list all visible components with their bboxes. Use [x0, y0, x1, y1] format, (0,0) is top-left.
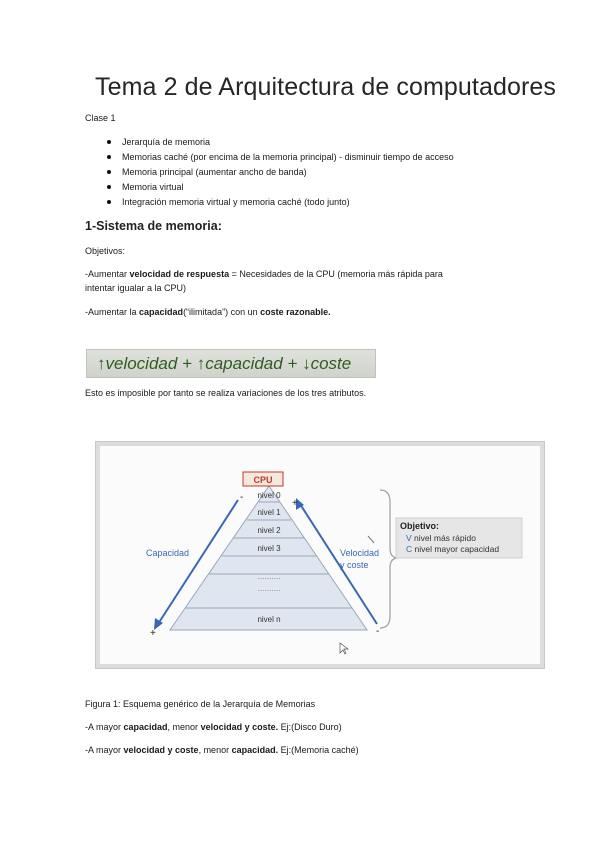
class-label: Clase 1	[85, 113, 116, 123]
objective-title: Objetivo:	[400, 521, 440, 531]
list-item: Jerarquía de memoria	[107, 136, 454, 151]
rule-capacity	[85, 720, 342, 734]
level-label: ……….	[257, 574, 281, 581]
text-run: = Necesidades de la CPU (memoria más rápida para	[229, 269, 443, 279]
list-item: Integración memoria virtual y memoria caché (todo junto)	[107, 196, 454, 211]
cpu-label: CPU	[253, 475, 273, 485]
objective-letter: C	[406, 544, 413, 554]
bold-run: capacidad	[123, 722, 168, 732]
text-run: intentar igualar a la CPU)	[85, 283, 187, 293]
pen-icon	[368, 536, 374, 543]
bold-run: velocidad y coste	[123, 745, 199, 755]
minus-sign: -	[240, 492, 244, 503]
plus-sign: +	[292, 498, 298, 509]
text-run: Ej:(Memoria caché)	[278, 745, 359, 755]
level-label: nivel 2	[257, 526, 281, 535]
figure-caption: Figura 1: Esquema genérico de la Jerarquía de Memorias	[85, 699, 316, 709]
speed-label: Velocidad	[340, 548, 380, 558]
bold-run: capacidad.	[231, 745, 279, 755]
level-label: nivel 1	[257, 508, 281, 517]
objective-text: nivel mayor capacidad	[412, 544, 500, 554]
bold-run: velocidad y coste.	[200, 722, 279, 732]
list-item: Memoria principal (aumentar ancho de banda)	[107, 166, 454, 181]
objective-speed	[85, 267, 443, 295]
document-title: Tema 2 de Arquitectura de computadores	[95, 73, 557, 101]
text-run: Ej:(Disco Duro)	[278, 722, 342, 732]
text-run: -A mayor	[85, 722, 124, 732]
capacity-label: Capacidad	[146, 548, 190, 558]
objective-capacity	[85, 305, 331, 319]
level-label: nivel 3	[257, 544, 281, 553]
list-item: Memoria virtual	[107, 181, 454, 196]
text-run: (“ilimitada”) con un	[183, 307, 261, 317]
text-run: -Aumentar	[85, 269, 130, 279]
list-item: Memorias caché (por encima de la memoria principal) - disminuir tiempo de acceso	[107, 151, 454, 166]
topic-list	[107, 136, 454, 211]
objective-speed-line	[406, 533, 476, 543]
mouse-cursor-icon	[340, 643, 348, 654]
text-run: , menor	[198, 745, 232, 755]
bold-run: capacidad	[139, 307, 184, 317]
impossible-note: Esto es imposible por tanto se realiza variaciones de los tres atributos.	[85, 388, 367, 398]
level-label: ……….	[257, 586, 281, 593]
objective-capacity-line	[406, 544, 499, 554]
brace-icon	[380, 490, 398, 628]
goal-banner: ↑velocidad + ↑capacidad + ↓coste	[86, 349, 376, 378]
objectives-label: Objetivos:	[85, 246, 126, 256]
text-run: -A mayor	[85, 745, 124, 755]
section-heading: 1-Sistema de memoria:	[85, 219, 222, 233]
cost-label: y coste	[340, 560, 369, 570]
bold-run: coste razonable.	[260, 307, 331, 317]
memory-hierarchy-diagram	[100, 446, 540, 664]
objective-text: nivel más rápido	[411, 533, 476, 543]
minus-sign: -	[376, 626, 380, 637]
rule-speed	[85, 743, 359, 757]
text-run: , menor	[167, 722, 201, 732]
plus-sign: +	[150, 628, 156, 639]
level-label: nivel n	[257, 615, 281, 624]
bold-run: velocidad de respuesta	[129, 269, 230, 279]
level-label: nivel 0	[257, 491, 281, 500]
text-run: -Aumentar la	[85, 307, 140, 317]
objective-letter: V	[406, 533, 412, 543]
memory-hierarchy-figure	[96, 442, 544, 668]
